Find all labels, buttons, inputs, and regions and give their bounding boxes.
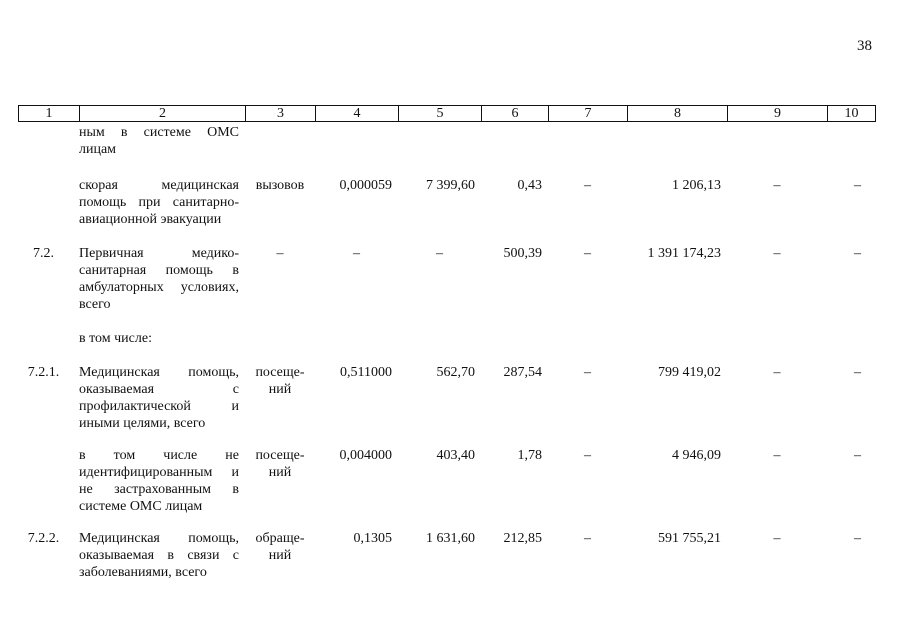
cell-col5: 403,40 (436, 448, 475, 463)
cell-col4: 0,004000 (339, 448, 392, 463)
cell-col5: 562,70 (436, 365, 475, 380)
column-header: 8 (628, 106, 728, 122)
cell-col8 (627, 124, 727, 158)
row-name: в том числе: (79, 331, 152, 346)
cell-col10 (827, 124, 875, 158)
cell-col8: 1 206,13 (672, 178, 721, 193)
cell-col9: – (773, 531, 781, 546)
row-unit (245, 330, 315, 347)
table-row (18, 330, 875, 347)
cell-col4 (315, 330, 398, 347)
cell-col8 (627, 330, 727, 347)
cell-col10: – (854, 246, 861, 261)
cell-col9 (727, 124, 827, 158)
column-header: 1 (19, 106, 80, 122)
cell-col5: 1 631,60 (426, 531, 475, 546)
cell-col5: – (436, 246, 443, 261)
cell-col10 (827, 330, 875, 347)
row-name: ным в системе ОМС лицам (79, 125, 239, 157)
row-unit (245, 124, 315, 158)
row-unit: вызовов (255, 178, 305, 193)
cell-col9 (727, 330, 827, 347)
row-name: скорая медицинская помощь при санитарно-авиационной эвакуации (79, 178, 239, 227)
cell-col10: – (854, 178, 861, 193)
table-row (18, 447, 875, 515)
cell-col4: 0,511000 (340, 365, 392, 380)
row-name: Первичная медико-санитарная помощь в амбулаторных условиях, всего (79, 246, 239, 312)
cell-col9: – (773, 246, 781, 261)
cell-col4: – (353, 246, 360, 261)
table-row (18, 177, 875, 228)
row-number (18, 177, 73, 228)
table-row (18, 364, 875, 432)
table-row (18, 124, 875, 158)
row-name: в том числе не идентифицированным и не застрахованным в системе ОМС лицам (79, 448, 239, 514)
cell-col7: – (584, 448, 591, 463)
cell-col8: 799 419,02 (658, 365, 721, 380)
cell-col8: 591 755,21 (658, 531, 721, 546)
row-number: 7.2. (33, 246, 54, 261)
cell-col6: 500,39 (503, 246, 542, 261)
page-number: 38 (857, 38, 872, 54)
cell-col8: 1 391 174,23 (647, 246, 721, 261)
row-unit: посеще-ний (255, 365, 305, 397)
cell-col7: – (584, 531, 591, 546)
cell-col8: 4 946,09 (672, 448, 721, 463)
cell-col6: 287,54 (503, 365, 542, 380)
cell-col7 (548, 330, 627, 347)
row-number: 7.2.2. (27, 531, 60, 546)
cell-col6 (481, 330, 548, 347)
row-number (18, 330, 73, 347)
cell-col7: – (584, 178, 591, 193)
data-table (18, 124, 875, 581)
row-number (18, 124, 73, 158)
table-row (18, 245, 875, 313)
cell-col6: 0,43 (517, 178, 542, 193)
column-header: 2 (80, 106, 246, 122)
cell-col9: – (773, 365, 781, 380)
cell-col10: – (854, 448, 861, 463)
cell-col5: 7 399,60 (426, 178, 475, 193)
cell-col10: – (854, 531, 861, 546)
cell-col10: – (854, 365, 861, 380)
column-header: 10 (828, 106, 876, 122)
cell-col6: 1,78 (517, 448, 542, 463)
cell-col4: 0,000059 (339, 178, 392, 193)
row-name: Медицинская помощь, оказываемая в связи с заболеваниями, всего (79, 531, 239, 580)
cell-col6: 212,85 (503, 531, 542, 546)
cell-col5 (398, 330, 481, 347)
row-unit: обраще-ний (255, 531, 305, 563)
cell-col9: – (773, 178, 781, 193)
row-number: 7.2.1. (27, 365, 60, 380)
column-header: 3 (246, 106, 316, 122)
column-number-header (18, 105, 876, 122)
column-header: 5 (399, 106, 482, 122)
cell-col6 (481, 124, 548, 158)
row-unit: посеще-ний (255, 448, 305, 480)
column-header: 6 (482, 106, 549, 122)
row-number (18, 447, 73, 515)
column-header: 7 (549, 106, 628, 122)
cell-col9: – (773, 448, 781, 463)
column-header: 4 (316, 106, 399, 122)
cell-col7 (548, 124, 627, 158)
table-row (18, 530, 875, 581)
cell-col7: – (584, 365, 591, 380)
cell-col7: – (584, 246, 591, 261)
row-unit: – (276, 246, 284, 261)
cell-col4: 0,1305 (353, 531, 392, 546)
column-header: 9 (728, 106, 828, 122)
cell-col4 (315, 124, 398, 158)
row-name: Медицинская помощь, оказываемая с профилактической и иными целями, всего (79, 365, 239, 431)
cell-col5 (398, 124, 481, 158)
